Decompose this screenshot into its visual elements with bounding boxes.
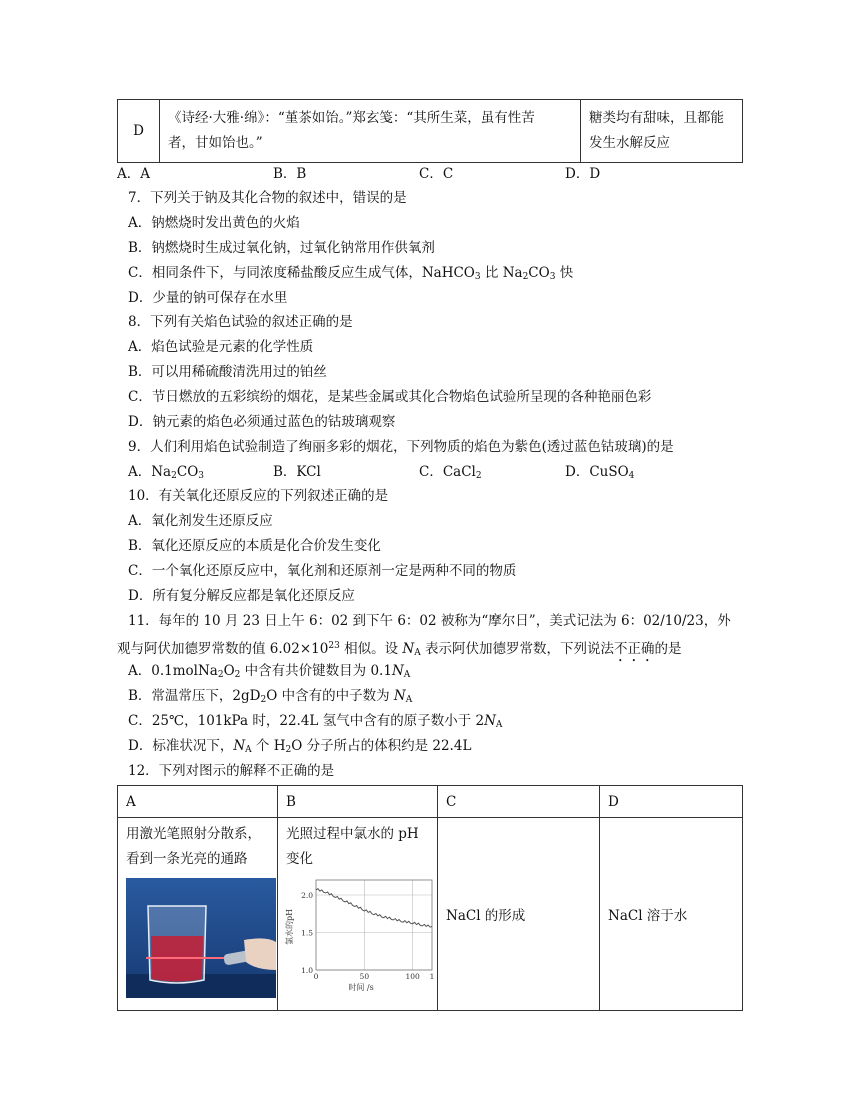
ph-ytick-label: 2.0 (301, 891, 313, 900)
q11-na: N (402, 641, 415, 657)
ph-chart-xlabel: 时间 /s (348, 983, 374, 992)
ph-xtick-label: 50 (359, 972, 370, 981)
q6-quote-line1: 《诗经·大雅·绵》：“堇茶如饴。”郑玄笺：“其所生菜，虽有性苦 (168, 110, 535, 126)
q9-c-sub: 2 (475, 471, 482, 481)
laser-beaker-photo (126, 878, 276, 998)
ph-chart-svg (286, 872, 436, 994)
ph-ytick-label: 1.0 (301, 966, 313, 975)
q7-c-sub: 3 (474, 272, 481, 282)
q9-d-text: D．CuSO (565, 464, 629, 480)
ph-series-line (316, 889, 432, 927)
q12-table (117, 785, 743, 1011)
q12-cell-d: NaCl 溶于水 (600, 818, 743, 1011)
q11-option-c[interactable] (128, 711, 502, 731)
q9-option-d[interactable] (565, 462, 634, 486)
q7-c-text: C．相同条件下，与同浓度稀盐酸反应生成气体，NaHCO (128, 265, 475, 281)
q11-d-pre: D．标准状况下， (128, 738, 234, 754)
q8-option-b[interactable]: B．可以用稀硫酸清洗用过的铂丝 (128, 364, 327, 380)
q6-claim-line1: 糖类均有甜味，且都能 (589, 110, 724, 126)
q12-header-b: B (278, 786, 438, 818)
ph-xtick-label: 100 (405, 972, 420, 981)
q11-a-na: N (391, 663, 404, 679)
q9-stem: 9．人们利用焰色试验制造了绚丽多彩的烟花，下列物质的焰色为紫色(透过蓝色钴玻璃)的是 (128, 439, 674, 455)
q11-a-na-sub: A (403, 670, 411, 680)
q11-b-na: N (393, 688, 406, 704)
q6-option-a[interactable]: A．A (117, 166, 150, 182)
q11-stem2-pre: 观与阿伏加德罗常数的值 6.02×10 (117, 641, 329, 657)
q11-d-sub: 2 (285, 745, 292, 755)
q7-c-co: CO (528, 265, 550, 281)
q6-option-b[interactable]: B．B (273, 166, 307, 182)
q7-option-a[interactable]: A．钠燃烧时发出黄色的火焰 (128, 215, 300, 231)
q9-option-a[interactable] (128, 462, 204, 486)
q11-b-pre: B．常温常压下，2gD (128, 688, 261, 704)
q10-stem: 10．有关氧化还原反应的下列叙述正确的是 (128, 488, 389, 504)
q11-d-na: N (233, 738, 246, 754)
q11-stem2-post2: 的是 (654, 641, 682, 657)
q6-row-quote (160, 100, 581, 163)
q6-claim-line2: 发生水解反应 (589, 135, 670, 151)
q12-cell-a (118, 818, 278, 1011)
q11-a-sub: 2 (217, 670, 224, 680)
q11-stem2-sup: 23 (328, 641, 340, 651)
ph-xtick-label: 1 (429, 972, 435, 981)
q11-b-na-sub: A (405, 695, 413, 705)
q11-d-post: O 分子所占的体积约是 22.4L (291, 738, 472, 754)
q9-a-sub2: 3 (198, 471, 204, 481)
q11-option-b[interactable] (128, 686, 412, 706)
q9-a-text: A．Na (128, 464, 172, 480)
q7-c-sub3: 3 (549, 272, 556, 282)
q12-stem: 12．下列对图示的解释不正确的是 (128, 763, 335, 779)
q7-option-c[interactable] (128, 263, 573, 283)
ph-chart-frame (316, 880, 432, 970)
q8-option-d[interactable]: D．钠元素的焰色必须通过蓝色的钴玻璃观察 (128, 414, 396, 430)
q9-a-sub1: 2 (171, 471, 177, 481)
q12-a-text: 用激光笔照射分散系，看到一条光亮的通路 (126, 826, 261, 867)
q12-header-d: D (600, 786, 743, 818)
q10-option-c[interactable]: C．一个氧化还原反应中，氧化剂和还原剂一定是两种不同的物质 (128, 563, 517, 579)
q8-stem: 8．下列有关焰色试验的叙述正确的是 (128, 314, 353, 330)
q6-option-d[interactable]: D．D (565, 166, 601, 182)
q7-stem: 7．下列关于钠及其化合物的叙述中，错误的是 (128, 190, 407, 206)
q7-c-mid: 比 Na (480, 265, 523, 281)
q6-quote-line2: 者，甘如饴也。” (168, 135, 263, 151)
q11-c-na: N (484, 713, 496, 729)
q9-option-c[interactable] (419, 462, 482, 486)
q8-option-c[interactable]: C．节日燃放的五彩缤纷的烟花，是某些金属或其化合物焰色试验所呈现的各种艳丽色彩 (128, 389, 652, 405)
q11-stem2-post1: 表示阿伏加德罗常数，下列说法 (420, 641, 614, 657)
q6-row-label: D (118, 100, 160, 163)
q11-na-sub: A (414, 648, 421, 658)
q7-option-d[interactable]: D．少量的钠可保存在水里 (128, 290, 288, 306)
q10-option-b[interactable]: B．氧化还原反应的本质是化合价发生变化 (128, 538, 381, 554)
q11-stem-line2 (117, 636, 682, 656)
q11-d-mid: 个 H (251, 738, 286, 754)
q11-b-sub: 2 (260, 695, 267, 705)
q11-c-na-sub: A (495, 720, 503, 730)
q8-option-a[interactable]: A．焰色试验是元素的化学性质 (128, 339, 314, 355)
q10-option-d[interactable]: D．所有复分解反应都是氧化还原反应 (128, 588, 355, 604)
q6-row-claim (581, 100, 743, 163)
q11-stem-line1: 11．每年的 10 月 23 日上午 6：02 到下午 6：02 被称为“摩尔日”，美式记法为 6：02/10/23，外 (128, 613, 731, 629)
ph-ytick-label: 1.5 (301, 928, 313, 938)
q7-option-b[interactable]: B．钠燃烧时生成过氧化钠，过氧化钠常用作供氧剂 (128, 240, 435, 256)
q9-d-sub: 4 (628, 471, 635, 481)
q12-cell-c: NaCl 的形成 (438, 818, 600, 1011)
q11-stem2-emphasis: 不正确 (614, 641, 655, 657)
q11-a-sub2: 2 (234, 670, 241, 680)
q12-cell-b (278, 818, 438, 1011)
q11-c-pre: C．25℃，101kPa 时，22.4L 氢气中含有的原子数小于 2 (128, 713, 485, 729)
q10-option-a[interactable]: A．氧化剂发生还原反应 (128, 513, 273, 529)
q11-stem2-mid: 相似。设 (339, 641, 403, 657)
q9-a-mid: CO (176, 464, 199, 480)
q11-option-a[interactable] (128, 661, 410, 681)
q9-c-text: C．CaCl (419, 464, 476, 480)
q7-c-post: 快 (555, 265, 574, 281)
q12-b-text: 光照过程中氯水的 pH 变化 (286, 826, 419, 867)
q9-option-b[interactable]: B．KCl (273, 464, 321, 480)
q11-b-o: O 中含有的中子数为 (266, 688, 394, 704)
q11-a-mid: 中含有共价键数目为 0.1 (240, 663, 392, 679)
q11-a-pre: A．0.1molNa (128, 663, 218, 679)
q6-option-c[interactable]: C．C (419, 166, 454, 182)
ph-chart-ylabel: 氯水的pH (285, 908, 294, 946)
beaker-illustration (126, 878, 276, 998)
q12-header-a: A (118, 786, 278, 818)
q11-option-d[interactable] (128, 736, 471, 756)
q7-c-sub2: 2 (522, 272, 529, 282)
q6-row-d-table (117, 99, 743, 163)
q12-header-c: C (438, 786, 600, 818)
q11-d-na-sub: A (245, 745, 252, 755)
ph-xtick-label: 0 (313, 972, 319, 981)
ph-chart (286, 872, 436, 994)
q11-a-o: O (223, 663, 235, 679)
